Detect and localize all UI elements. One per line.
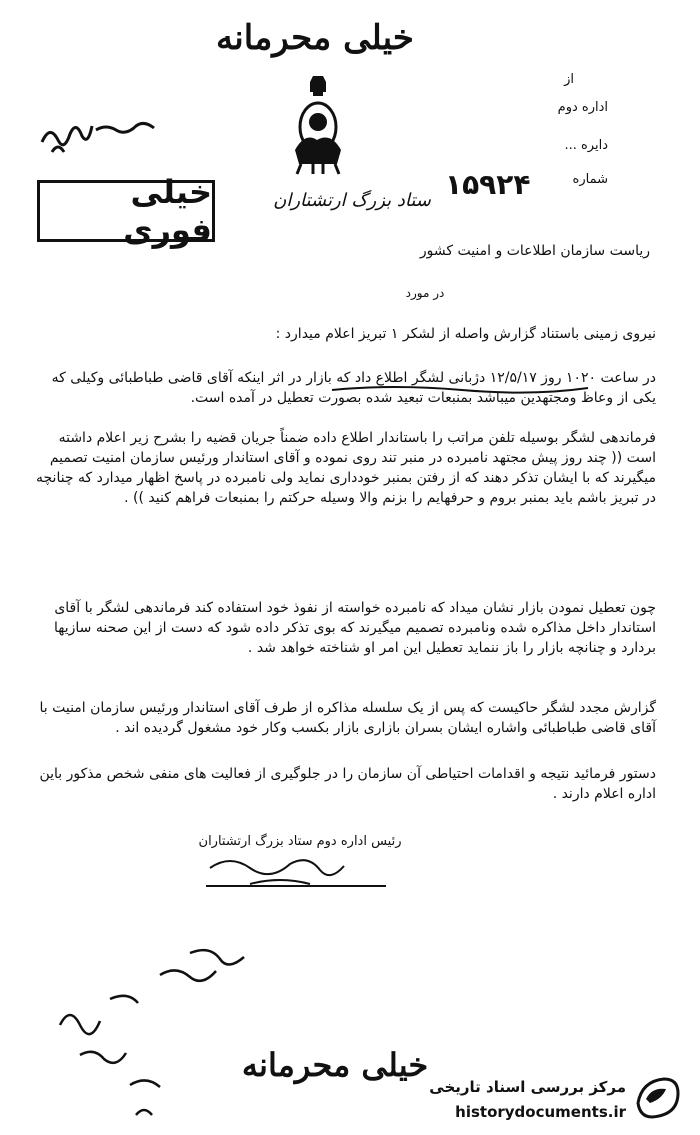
handwritten-note-icon bbox=[38, 112, 160, 160]
paragraph-intro: نیروی زمینی باستناد گزارش واصله از لشکر ۱ تبریز اعلام میدارد : bbox=[275, 326, 656, 342]
organization-name: ستاد بزرگ ارتشتاران bbox=[273, 190, 431, 211]
document-number: ۱۵۹۲۴ bbox=[445, 168, 531, 201]
meta-department: اداره دوم bbox=[557, 100, 608, 115]
recipient: ریاست سازمان اطلاعات و امنیت کشور bbox=[419, 243, 650, 259]
paragraph-event: در ساعت ۱۰۲۰ روز ۱۲/۵/۱۷ دژبانی لشگر اطلاع داد که بازار در اثر اینکه آقای قاضی طباطبائی وکیلی که یکی از وعاظ ومجتهدین میباشد بمنبعات تبعید شده بصورت تعطیل در آمده است. bbox=[51, 370, 656, 406]
classification-footer: خیلی محرمانه bbox=[241, 1046, 429, 1084]
urgency-stamp-text: خیلی فوری bbox=[123, 173, 212, 249]
signature-icon bbox=[180, 828, 420, 908]
meta-number-label: شماره bbox=[572, 172, 608, 187]
paragraph-report: فرماندهی لشگر بوسیله تلفن مراتب را باستاندار اطلاع داده ضمناً جریان قضیه را بشرح زیر اعلام داشته است (( چند روز پیش مجتهد نامبرده در منبر تند روی نموده و آقای استاندار ورئیس سازمان امنیت تصمیم میگیرند که با ایشان تذکر دهند که از رفتن بمنبر خودداری نماید ولی نامبرده در پاسخ اظهار میدارد که چنانچه در تبریز باشم باید بمنبر بروم و حرفهایم را بزنم والا وسیله حرکتم را بمنبعات فراهم کنید )) . bbox=[36, 430, 656, 506]
subject-line: در مورد bbox=[405, 286, 445, 300]
signature-line bbox=[206, 885, 386, 888]
signature-title: رئیس اداره دوم ستاد بزرگ ارتشتاران bbox=[198, 834, 402, 849]
meta-section: دایره ... bbox=[564, 138, 608, 153]
paragraph-bazaar: چون تعطیل نمودن بازار نشان میداد که نامبرده خواسته از نفوذ خود استفاده کند فرماندهی لشگر با آقای استاندار داخل مذاکره شده ونامبرده تصمیم میگیرند که بوی تذکر داده شود که دست از این صحنه سازیها بردارد و چنانچه بازار را باز ننماید تعطیل این امر او شناخته خواهد شد . bbox=[54, 600, 656, 656]
watermark-url: historydocuments.ir bbox=[455, 1103, 626, 1121]
paragraph-followup: گزارش مجدد لشگر حاکیست که پس از یک سلسله مذاکره از طرف آقای استاندار ورئیس سازمان امنیت با آقای قاضی طباطبائی واشاره ایشان بسران بازاری بازار بکسب وکار خود مشغول گردیده اند . bbox=[39, 700, 656, 736]
archive-logo-icon bbox=[632, 1073, 682, 1123]
handwritten-underline-icon bbox=[330, 384, 590, 396]
lion-and-sun-emblem-icon bbox=[283, 72, 353, 180]
paragraph-order: دستور فرمائید نتیجه و اقدامات احتیاطی آن سازمان را در جلوگیری از فعالیت های منفی شخص مذکور باین اداره اعلام دارند . bbox=[39, 766, 656, 802]
watermark-org: مرکز بررسی اسناد تاریخی bbox=[429, 1078, 626, 1096]
classification-header: خیلی محرمانه bbox=[216, 18, 414, 58]
handwritten-annotation-icon bbox=[40, 935, 260, 1135]
urgency-stamp bbox=[37, 173, 215, 249]
meta-from: از bbox=[564, 72, 574, 87]
